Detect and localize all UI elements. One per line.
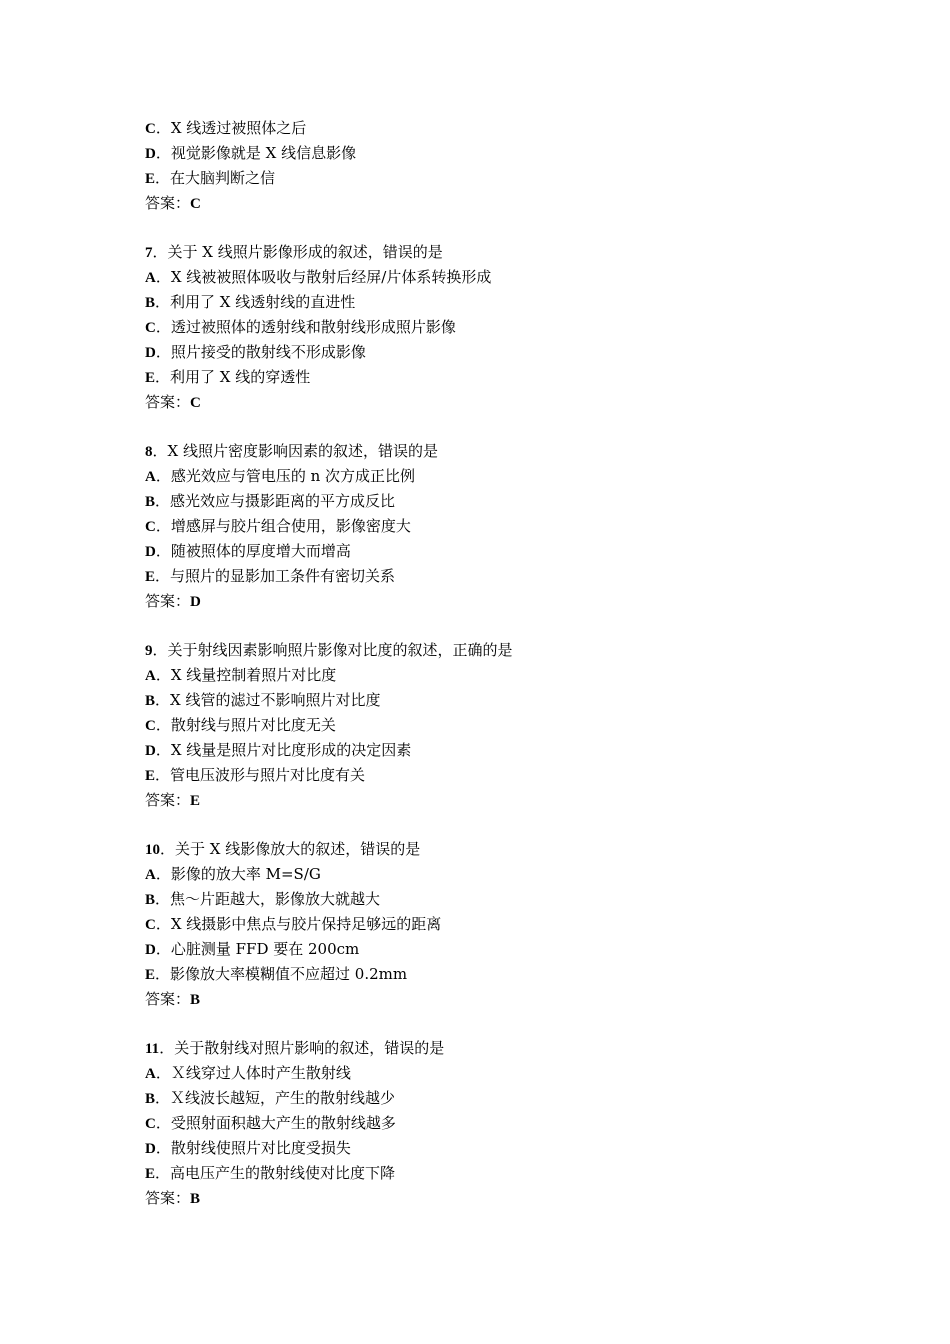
option-line — [145, 265, 865, 290]
option-letter: A — [145, 867, 156, 883]
separator: ． — [155, 293, 171, 311]
option-line — [145, 1111, 865, 1136]
option-text: 受照射面积越大产生的散射线越多 — [170, 1114, 396, 1132]
option-letter: D — [145, 1141, 156, 1157]
separator: ． — [155, 1114, 171, 1132]
question-text: 关于 X 线照片影像形成的叙述，错误的是 — [167, 243, 443, 261]
answer-value: B — [190, 1191, 201, 1207]
separator: ． — [152, 641, 168, 659]
option-line — [145, 763, 865, 788]
option-text: Ｘ线穿过人体时产生散射线 — [170, 1064, 351, 1082]
option-line — [145, 688, 865, 713]
option-letter: B — [145, 892, 156, 908]
answer-line — [145, 191, 865, 216]
answer-label: 答案： — [145, 990, 191, 1008]
option-line — [145, 862, 865, 887]
option-line — [145, 116, 865, 141]
option-line — [145, 1136, 865, 1161]
separator: ． — [155, 492, 171, 510]
option-letter: D — [145, 743, 156, 759]
answer-value: C — [190, 196, 201, 212]
separator: ． — [155, 890, 171, 908]
answer-line — [145, 589, 865, 614]
option-line — [145, 166, 865, 191]
option-letter: C — [145, 917, 156, 933]
option-line — [145, 290, 865, 315]
option-letter: E — [145, 569, 156, 585]
option-letter: C — [145, 320, 156, 336]
answer-label: 答案： — [145, 791, 191, 809]
option-letter: A — [145, 270, 156, 286]
answer-label: 答案： — [145, 393, 191, 411]
option-text: 感光效应与摄影距离的平方成反比 — [170, 492, 396, 510]
option-text: 散射线与照片对比度无关 — [170, 716, 336, 734]
separator: ． — [155, 343, 171, 361]
answer-line — [145, 987, 865, 1012]
separator: ． — [155, 144, 171, 162]
separator: ． — [160, 840, 176, 858]
separator: ． — [155, 766, 171, 784]
option-text: X 线管的滤过不影响照片对比度 — [170, 691, 381, 709]
option-line — [145, 738, 865, 763]
question-number: 11 — [145, 1041, 160, 1057]
separator: ． — [155, 865, 171, 883]
option-line — [145, 912, 865, 937]
separator: ． — [155, 915, 171, 933]
option-letter: D — [145, 146, 156, 162]
paragraph-gap — [145, 813, 865, 837]
question-number: 10 — [145, 842, 160, 858]
option-letter: C — [145, 519, 156, 535]
option-line — [145, 962, 865, 987]
option-text: Ｘ线波长越短，产生的散射线越少 — [170, 1089, 396, 1107]
option-text: 与照片的显影加工条件有密切关系 — [170, 567, 396, 585]
option-text: 透过被照体的透射线和散射线形成照片影像 — [170, 318, 456, 336]
answer-label: 答案： — [145, 1189, 191, 1207]
option-letter: C — [145, 1116, 156, 1132]
option-letter: B — [145, 1091, 156, 1107]
option-letter: B — [145, 295, 156, 311]
separator: ． — [155, 741, 171, 759]
separator: ． — [155, 567, 171, 585]
question-text: X 线照片密度影响因素的叙述，错误的是 — [167, 442, 438, 460]
question-number: 8 — [145, 444, 153, 460]
separator: ． — [155, 691, 171, 709]
separator: ． — [155, 268, 171, 286]
question-line — [145, 1036, 865, 1061]
separator: ． — [155, 1164, 171, 1182]
separator: ． — [155, 517, 171, 535]
option-letter: E — [145, 1166, 156, 1182]
question-number: 9 — [145, 643, 153, 659]
separator: ． — [152, 243, 168, 261]
option-line — [145, 489, 865, 514]
answer-line — [145, 1186, 865, 1211]
option-letter: A — [145, 469, 156, 485]
option-letter: A — [145, 668, 156, 684]
option-text: 随被照体的厚度增大而增高 — [170, 542, 351, 560]
answer-line — [145, 788, 865, 813]
option-line — [145, 1086, 865, 1111]
option-text: 利用了 X 线的穿透性 — [170, 368, 311, 386]
paragraph-gap — [145, 614, 865, 638]
option-line — [145, 464, 865, 489]
option-letter: A — [145, 1066, 156, 1082]
option-letter: E — [145, 967, 156, 983]
option-line — [145, 539, 865, 564]
option-text: 增感屏与胶片组合使用，影像密度大 — [170, 517, 411, 535]
answer-label: 答案： — [145, 194, 191, 212]
option-line — [145, 340, 865, 365]
option-line — [145, 937, 865, 962]
separator: ． — [155, 169, 171, 187]
option-letter: E — [145, 768, 156, 784]
separator: ． — [155, 1089, 171, 1107]
separator: ． — [155, 119, 171, 137]
question-text: 关于射线因素影响照片影像对比度的叙述，正确的是 — [167, 641, 513, 659]
option-line — [145, 663, 865, 688]
separator: ． — [159, 1039, 175, 1057]
option-text: 视觉影像就是 X 线信息影像 — [170, 144, 357, 162]
option-text: X 线透过被照体之后 — [170, 119, 307, 137]
option-text: X 线量控制着照片对比度 — [170, 666, 337, 684]
option-line — [145, 141, 865, 166]
paragraph-gap — [145, 216, 865, 240]
option-text: 影像的放大率 M=S/G — [170, 865, 321, 883]
answer-value: D — [190, 594, 201, 610]
question-line — [145, 439, 865, 464]
separator: ． — [155, 940, 171, 958]
option-text: 感光效应与管电压的 n 次方成正比例 — [170, 467, 416, 485]
option-text: 在大脑判断之信 — [170, 169, 276, 187]
option-letter: E — [145, 171, 156, 187]
answer-value: E — [190, 793, 201, 809]
option-letter: C — [145, 718, 156, 734]
option-line — [145, 564, 865, 589]
separator: ． — [155, 965, 171, 983]
option-letter: B — [145, 693, 156, 709]
document-page — [145, 116, 865, 1211]
separator: ． — [155, 318, 171, 336]
option-letter: D — [145, 544, 156, 560]
option-line — [145, 315, 865, 340]
option-text: 照片接受的散射线不形成影像 — [170, 343, 366, 361]
separator: ． — [155, 1064, 171, 1082]
option-letter: E — [145, 370, 156, 386]
option-line — [145, 887, 865, 912]
paragraph-gap — [145, 1012, 865, 1036]
option-line — [145, 1161, 865, 1186]
option-text: X 线量是照片对比度形成的决定因素 — [170, 741, 412, 759]
separator: ． — [155, 1139, 171, 1157]
separator: ． — [155, 368, 171, 386]
option-text: 利用了 X 线透射线的直进性 — [170, 293, 356, 311]
answer-value: B — [190, 992, 201, 1008]
option-line — [145, 514, 865, 539]
option-text: X 线被被照体吸收与散射后经屏/片体系转换形成 — [170, 268, 492, 286]
separator: ． — [155, 542, 171, 560]
question-text: 关于 X 线影像放大的叙述，错误的是 — [175, 840, 421, 858]
option-letter: C — [145, 121, 156, 137]
question-text: 关于散射线对照片影响的叙述，错误的是 — [174, 1039, 445, 1057]
option-text: 管电压波形与照片对比度有关 — [170, 766, 366, 784]
answer-line — [145, 390, 865, 415]
option-letter: D — [145, 345, 156, 361]
option-text: 高电压产生的散射线使对比度下降 — [170, 1164, 396, 1182]
option-text: 影像放大率模糊值不应超过 0.2mm — [170, 965, 408, 983]
option-letter: B — [145, 494, 156, 510]
option-text: 散射线使照片对比度受损失 — [170, 1139, 351, 1157]
question-line — [145, 837, 865, 862]
option-line — [145, 1061, 865, 1086]
question-number: 7 — [145, 245, 153, 261]
paragraph-gap — [145, 415, 865, 439]
separator: ． — [155, 666, 171, 684]
option-line — [145, 365, 865, 390]
answer-value: C — [190, 395, 201, 411]
separator: ． — [155, 716, 171, 734]
option-letter: D — [145, 942, 156, 958]
option-text: 心脏测量 FFD 要在 200cm — [170, 940, 360, 958]
answer-label: 答案： — [145, 592, 191, 610]
question-line — [145, 240, 865, 265]
option-text: 焦～片距越大，影像放大就越大 — [170, 890, 381, 908]
option-line — [145, 713, 865, 738]
question-line — [145, 638, 865, 663]
separator: ． — [152, 442, 168, 460]
separator: ． — [155, 467, 171, 485]
option-text: X 线摄影中焦点与胶片保持足够远的距离 — [170, 915, 442, 933]
